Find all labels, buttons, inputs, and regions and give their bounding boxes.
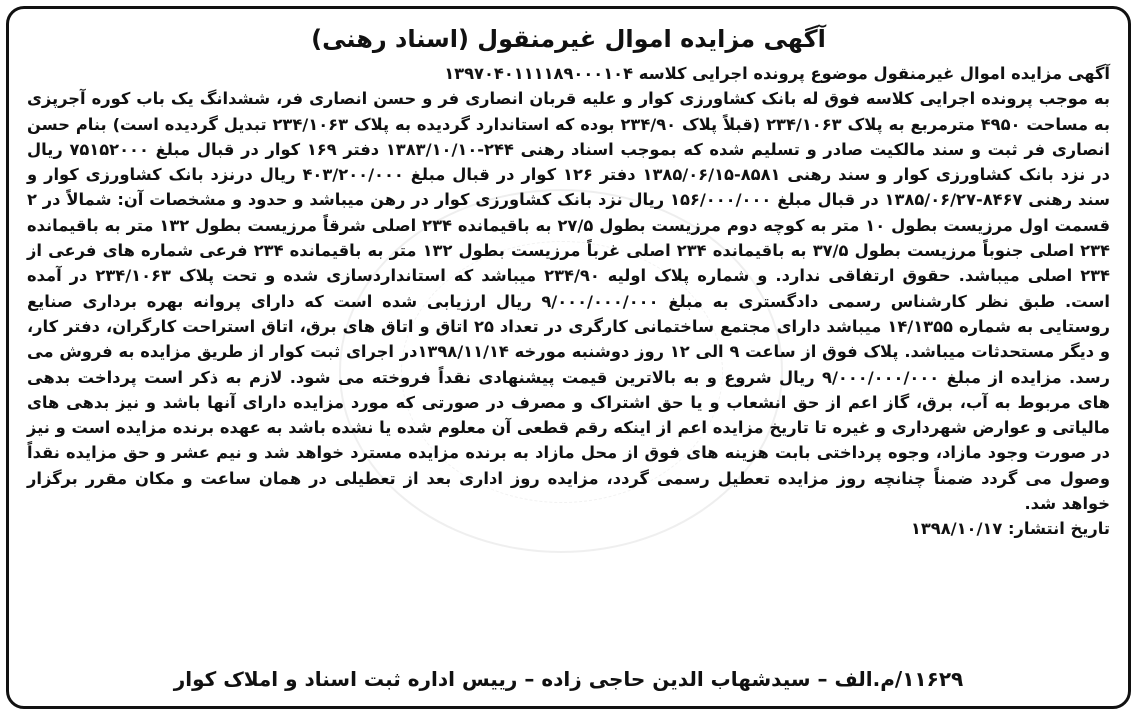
publish-date: تاریخ انتشار: ۱۳۹۸/۱۰/۱۷ [910, 519, 1110, 539]
notice-title: آگهی مزایده اموال غیرمنقول (اسناد رهنی) [311, 25, 826, 53]
notice-frame [6, 6, 1131, 709]
notice-paragraph: به موجب پرونده اجرایی کلاسه فوق له بانک کشاورزی کوار و علیه قربان انصاری فر و حسن انصاری فر، ششدانگ یک باب کوره آجرپزی به مساحت ۴۹۵۰ مترمربع به پلاک ۲۳۴/۱۰۶۳ (قبلاً پلاک ۲۳۴/۹۰ بوده که استاندارد گردیده به پلاک ۲۳۴/۱۰۶۳ تبدیل گردیده است) بنام حسن انصاری فر ثبت و سند مالکیت صادر و تسلیم شده که بموجب اسناد رهنی ۲۴۴-۱۳۸۳/۱۰/۱۰ دفتر ۱۶۹ کوار در قبال مبلغ ۷۵۱۵۲۰۰۰ ریال در نزد بانک کشاورزی کوار و سند رهنی ۸۵۸۱-۱۳۸۵/۰۶/۱۵ دفتر ۱۲۶ کوار در قبال مبلغ ۴۰۳/۲۰۰/۰۰۰ ریال درنزد بانک کشاورزی کوار و سند رهنی ۸۴۶۷-۱۳۸۵/۰۶/۲۷ در قبال مبلغ ۱۵۶/۰۰۰/۰۰۰ ریال نزد بانک کشاورزی کوار در رهن میباشد و حدود و مشخصات آن: شمالاً در ۲ قسمت اول مرزیست بطول ۱۰ متر به کوچه دوم مرزیست بطول ۲۷/۵ به باقیمانده ۲۳۴ اصلی شرقاً مرزیست بطول ۱۳۲ متر به باقیمانده ۲۳۴ اصلی جنوباً مرزیست بطول ۳۷/۵ به باقیمانده ۲۳۴ اصلی غرباً مرزیست بطول ۱۳۲ متر به باقیمانده ۲۳۴ فرعی شماره های فرعی از ۲۳۴ اصلی میباشد. حقوق ارتفاقی ندارد. و شماره پلاک اولیه ۲۳۴/۹۰ میباشد که استانداردسازی شده و تحت پلاک ۲۳۴/۱۰۶۳ در آمده است. طبق نظر کارشناس رسمی دادگستری به مبلغ ۹/۰۰۰/۰۰۰/۰۰۰ ریال ارزیابی شده است که دارای پروانه بهره برداری صنایع روستایی به شماره ۱۴/۱۳۵۵ میباشد دارای مجتمع ساختمانی کارگری در تعداد ۲۵ اتاق و اتاق های برق، اتاق استراحت کارگران، دفتر کار، و دیگر مستحدثات میباشد. پلاک فوق از ساعت ۹ الی ۱۲ روز دوشنبه مورخه ۱۳۹۸/۱۱/۱۴در اجرای ثبت کوار از طریق مزایده به فروش می رسد. مزایده از مبلغ ۹/۰۰۰/۰۰۰/۰۰۰ ریال شروع و به بالاترین قیمت پیشنهادی نقداً فروخته می شود. لازم به ذکر است پرداخت بدهی های مربوط به آب، برق، گاز اعم از حق انشعاب و یا حق اشتراک و مصرف در صورتی که مورد مزایده دارای آنها باشد و نیز بدهی های مالیاتی و عوارض شهرداری و غیره تا تاریخ مزایده اعم از اینکه رقم قطعی آن معلوم شده یا نشده باشد به عهده برنده مزایده است و نیز در صورت وجود مازاد، وجوه پرداختی بابت هزینه های فوق از محل مازاد به برنده مزایده مسترد خواهد شد و نیم عشر و حق مزایده نقداً وصول می گردد ضمناً چنانچه روز مزایده تعطیل رسمی گردد، مزایده روز اداری بعد از تعطیلی در همان ساعت و مکان مقرر برگزار خواهد شد. [27, 89, 1110, 514]
notice-signature: ۱۱۶۲۹/م.الف – سیدشهاب الدین حاجی زاده – رییس اداره ثبت اسناد و املاک کوار [173, 667, 964, 691]
notice-intro: آگهی مزایده اموال غیرمنقول موضوع پرونده اجرایی کلاسه ۱۳۹۷۰۴۰۱۱۱۱۸۹۰۰۰۱۰۴ [444, 64, 1110, 83]
notice-body [27, 61, 1110, 542]
